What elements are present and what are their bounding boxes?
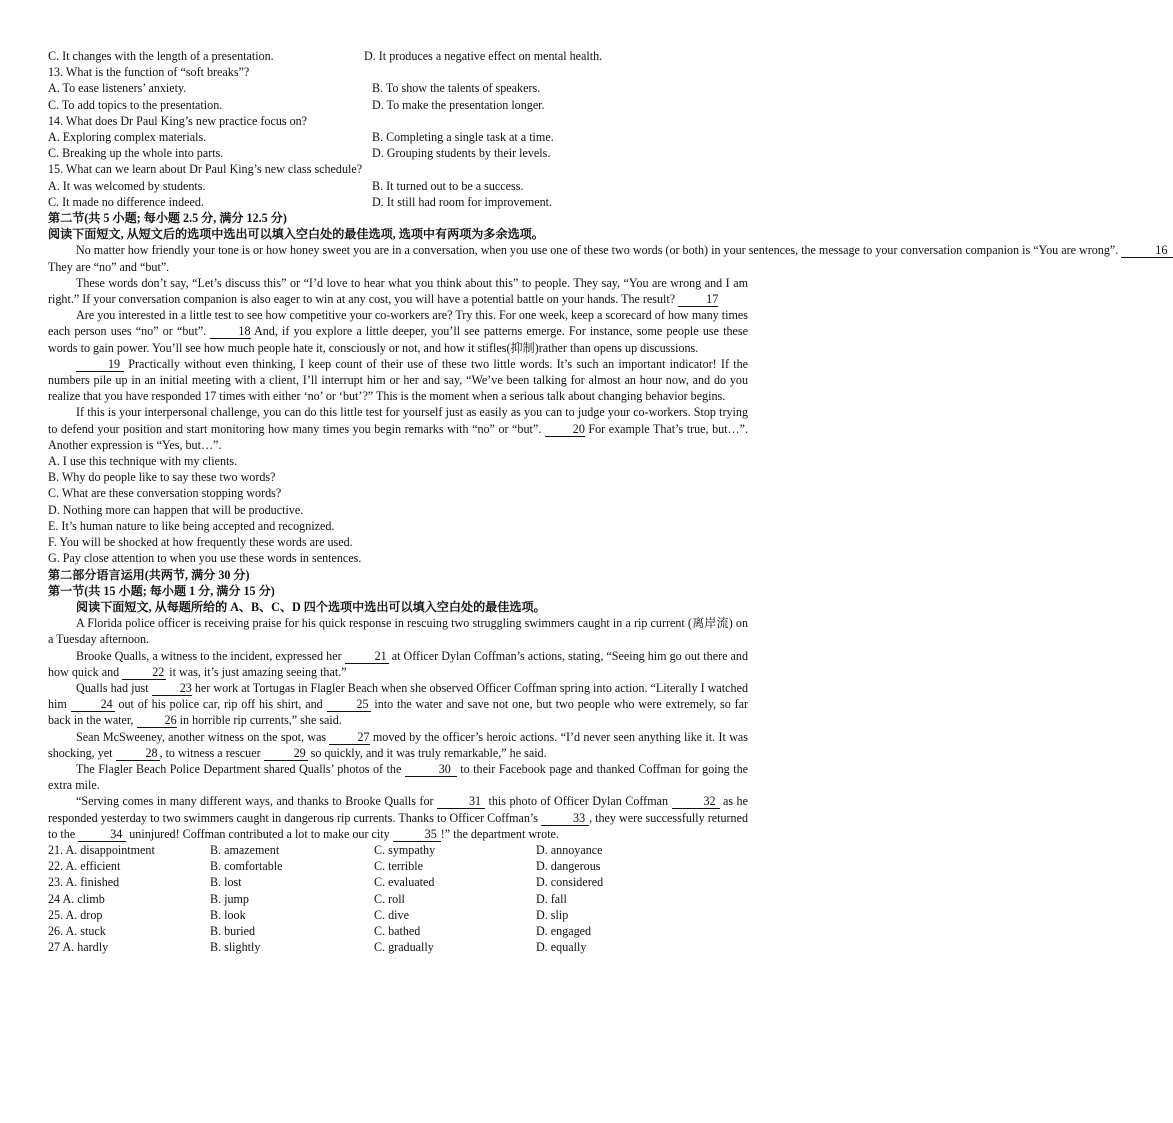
q15-option-d: D. It still had room for improvement. bbox=[372, 194, 553, 209]
blank-20: 20 bbox=[545, 423, 585, 437]
cloze-paragraph-1: A Florida police officer is receiving praise for his quick response in rescuing two struggling swimmers caught in a rip current (离岸流) on a Tuesday afternoon. bbox=[48, 616, 748, 647]
q15-stem: 15. What can we learn about Dr Paul King’s new class schedule? bbox=[48, 162, 363, 177]
blank-23: 23 bbox=[152, 682, 192, 696]
blank-28: 28 bbox=[116, 747, 160, 761]
section2-option-d: D. Nothing more can happen that will be productive. bbox=[48, 502, 304, 517]
choice-row-22: 22. A. efficient B. comfortable C. terrible D. dangerous bbox=[48, 859, 601, 874]
q14-options-cd bbox=[48, 145, 748, 161]
q14-option-c: C. Breaking up the whole into parts. bbox=[48, 146, 224, 161]
q15-option-c: C. It made no difference indeed. bbox=[48, 194, 204, 209]
q13-options-ab bbox=[48, 80, 748, 96]
exam-page bbox=[48, 48, 1168, 955]
q13-option-d: D. To make the presentation longer. bbox=[372, 97, 545, 112]
q13-stem: 13. What is the function of “soft breaks”? bbox=[48, 65, 250, 80]
q13-option-c: C. To add topics to the presentation. bbox=[48, 97, 223, 112]
q12-options-cd bbox=[48, 48, 748, 64]
blank-22: 22 bbox=[122, 666, 166, 680]
blank-27: 27 bbox=[329, 731, 369, 745]
cloze-paragraph-6: “Serving comes in many different ways, and thanks to Brooke Qualls for 31 this photo of Officer Dylan Coffman 32 as he responded yesterday to two swimmers caught in dangerous rip currents. Thanks to Officer Coffman’s 33 , they were successfully returned to the 34 uninjured! Coffman contributed a lot to make our city 35 !” the department wrote. bbox=[48, 794, 748, 841]
q15-option-a: A. It was welcomed by students. bbox=[48, 178, 206, 193]
passage1-paragraph-1: No matter how friendly your tone is or how honey sweet you are in a conversation, when you use one of these two words (or both) in your sentences, the message to your conversation companion is “You are wrong”. 16 They are “no” and “but”. bbox=[48, 242, 748, 274]
q14-option-a: A. Exploring complex materials. bbox=[48, 130, 207, 145]
passage1-paragraph-5: If this is your interpersonal challenge, you can do this little test for yourself just as easily as you can to judge your co-workers. Stop trying to defend your position and start monitoring how many times you begin remarks with “no” or “but”. 20 For example That’s true, but…”. Another expression is “Yes, but…”. bbox=[48, 405, 749, 452]
cloze-choices bbox=[48, 842, 748, 955]
choice-row-27: 27 A. hardly B. slightly C. gradually D. equally bbox=[48, 940, 587, 955]
blank-34: 34 bbox=[78, 828, 126, 842]
section2-option-e: E. It’s human nature to like being accepted and recognized. bbox=[48, 518, 335, 533]
section2-option-c: C. What are these conversation stopping words? bbox=[48, 486, 282, 501]
q15-options-cd bbox=[48, 194, 748, 210]
blank-25: 25 bbox=[327, 698, 371, 712]
cloze-paragraph-3: Qualls had just 23 her work at Tortugas in Flagler Beach when she observed Officer Coffman spring into action. “Literally I watched him 24 out of his police car, rip off his shirt, and 25 into the water and save not one, but two people who were extremely, so far back in the water, 26 in horrible rip currents,” she said. bbox=[48, 680, 748, 728]
passage1-paragraph-4: 19 Practically without even thinking, I keep count of their use of these two little words. It’s such an important indicator! If the numbers pile up in an initial meeting with a client, I’ll interrupt him or her and say, “We’ve been talking for almost an hour now, and do you realize that you have responded 17 times with either ‘no’ or ‘but’?” This is the moment when a serious talk about changing behavior begins. bbox=[48, 356, 748, 404]
blank-29: 29 bbox=[264, 747, 308, 761]
q14-options-ab bbox=[48, 129, 748, 145]
section2-heading: 第二节(共 5 小题; 每小题 2.5 分, 满分 12.5 分) bbox=[48, 211, 287, 226]
blank-33: 33 bbox=[541, 812, 589, 826]
section2-instruction: 阅读下面短文, 从短文后的选项中选出可以填入空白处的最佳选项, 选项中有两项为多余选项。 bbox=[48, 227, 544, 242]
choice-row-26: 26. A. stuck B. buried C. bathed D. engaged bbox=[48, 923, 592, 938]
section2-option-g: G. Pay close attention to when you use these words in sentences. bbox=[48, 551, 362, 566]
blank-30: 30 bbox=[405, 763, 457, 777]
passage1-paragraph-3: Are you interested in a little test to see how competitive your co-workers are? Try this. For one week, keep a scorecard of how many times each person uses “no” or “but”. 18 And, if you explore a little deeper, you’ll see patterns emerge. For instance, some people use these words to gain power. You’ll see how much people hate it, consciously or not, and how it stifles(抑制)rather than opens up discussions. bbox=[48, 308, 748, 355]
q14-option-b: B. Completing a single task at a time. bbox=[372, 130, 554, 145]
choice-row-24: 24 A. climb B. jump C. roll D. fall bbox=[48, 891, 567, 906]
blank-24: 24 bbox=[71, 698, 115, 712]
cloze-paragraph-5: The Flagler Beach Police Department shared Qualls’ photos of the 30 to their Facebook page and thanked Coffman for going the extra mile. bbox=[48, 761, 748, 793]
section2-option-b: B. Why do people like to say these two words? bbox=[48, 470, 276, 485]
blank-32: 32 bbox=[672, 795, 720, 809]
q13-options-cd bbox=[48, 97, 748, 113]
choice-row-23: 23. A. finished B. lost C. evaluated D. considered bbox=[48, 875, 604, 890]
choice-row-21: 21. A. disappointment B. amazement C. sympathy D. annoyance bbox=[48, 842, 603, 857]
q14-option-d: D. Grouping students by their levels. bbox=[372, 146, 551, 161]
section2-option-a: A. I use this technique with my clients. bbox=[48, 454, 238, 469]
section2-option-f: F. You will be shocked at how frequently these words are used. bbox=[48, 535, 353, 550]
part2-section1-heading: 第一节(共 15 小题; 每小题 1 分, 满分 15 分) bbox=[48, 583, 275, 598]
part2-instruction: 阅读下面短文, 从每题所给的 A、B、C、D 四个选项中选出可以填入空白处的最佳选项。 bbox=[76, 599, 546, 614]
choice-row-25: 25. A. drop B. look C. dive D. slip bbox=[48, 907, 569, 922]
q12-option-c: C. It changes with the length of a presentation. bbox=[48, 49, 274, 63]
blank-17: 17 bbox=[678, 293, 718, 307]
q12-option-d: D. It produces a negative effect on mental health. bbox=[364, 49, 603, 63]
q14-stem: 14. What does Dr Paul King’s new practice focus on? bbox=[48, 113, 308, 128]
blank-18: 18 bbox=[210, 325, 250, 339]
q15-option-b: B. It turned out to be a success. bbox=[372, 178, 524, 193]
blank-35: 35 bbox=[393, 828, 441, 842]
part2-heading: 第二部分语言运用(共两节, 满分 30 分) bbox=[48, 567, 250, 582]
blank-31: 31 bbox=[437, 795, 485, 809]
passage1-paragraph-2: These words don’t say, “Let’s discuss this” or “I’d love to hear what you think about this” to people. They say, “You are wrong and I am right.” If your conversation companion is also eager to win at any cost, you will have a potential battle on your hands. The result? 17 bbox=[48, 275, 748, 307]
q13-option-a: A. To ease listeners’ anxiety. bbox=[48, 81, 187, 96]
q15-options-ab bbox=[48, 178, 748, 194]
blank-19: 19 bbox=[76, 358, 124, 372]
blank-16: 16 bbox=[1121, 244, 1173, 258]
cloze-paragraph-2: Brooke Qualls, a witness to the incident, expressed her 21 at Officer Dylan Coffman’s actions, stating, “Seeing him go out there and how quick and 22 it was, it’s just amazing seeing that.” bbox=[48, 648, 748, 679]
cloze-paragraph-4: Sean McSweeney, another witness on the spot, was 27 moved by the officer’s heroic actions. “I’d never seen anything like it. It was shocking, yet 28 , to witness a rescuer 29 so quickly, and it was truly remarkable,” he said. bbox=[48, 729, 748, 760]
blank-21: 21 bbox=[345, 650, 389, 664]
q13-option-b: B. To show the talents of speakers. bbox=[372, 81, 541, 96]
blank-26: 26 bbox=[137, 714, 177, 728]
